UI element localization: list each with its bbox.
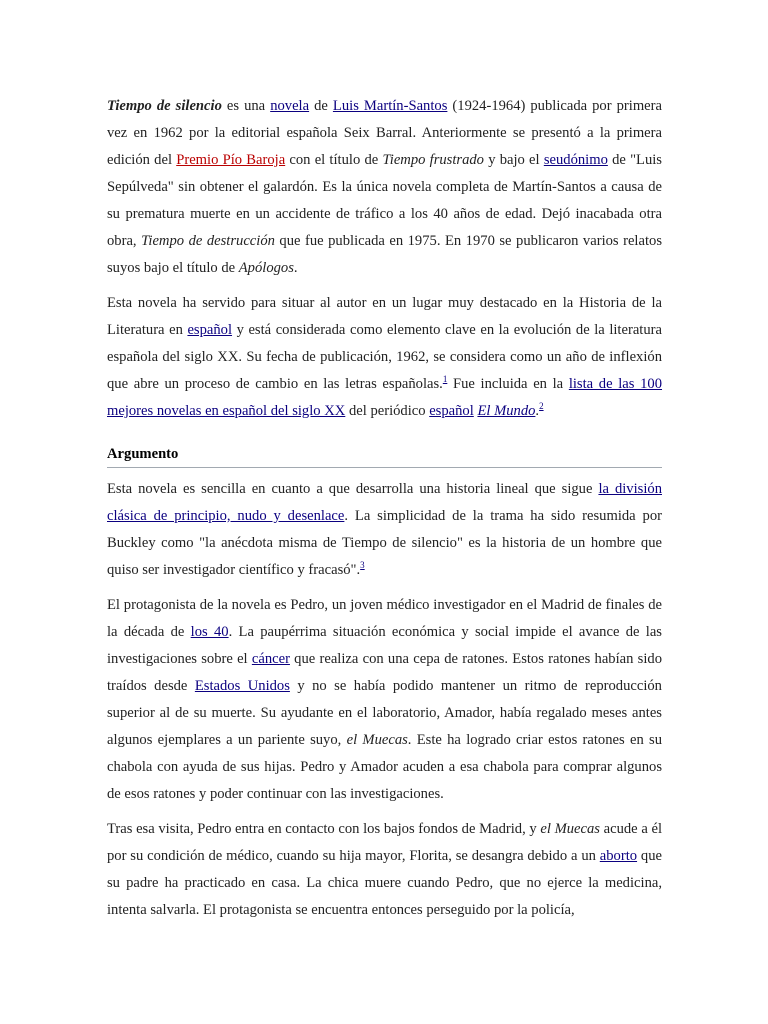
paragraph-intro [107, 93, 662, 282]
reference-3[interactable]: 3 [360, 560, 365, 571]
text: y no se había podido mantener un ritmo de reproducción superior al de su muerte. Su ayudante en el laboratorio, Amador, había regalado meses antes algunos ejemplares a un pariente suyo, [107, 678, 662, 748]
text: El protagonista de la novela es Pedro, un joven médico investigador en el Madrid de finales de la década de [107, 597, 662, 640]
link-division-clasica[interactable]: la división clásica de principio, nudo y desenlace [107, 481, 662, 524]
link-seudonimo[interactable]: seudónimo [543, 152, 608, 168]
text: . [293, 260, 298, 276]
link-lista-100-novelas[interactable]: lista de las 100 mejores novelas en español del siglo XX [107, 376, 663, 419]
article-body [107, 93, 662, 932]
text: con el título de [285, 152, 383, 168]
heading-divider [107, 467, 662, 468]
text: . La paupérrima situación económica y social impide el avance de las investigaciones sobre el [107, 624, 662, 667]
text: de [309, 98, 333, 114]
text: que su padre ha practicado en casa. La chica muere cuando Pedro, que no ejerce la medicina, intenta salvarla. El protagonista se encuentra entonces perseguido por la policía, [107, 848, 662, 918]
text: es una [221, 98, 271, 114]
text: del periódico [345, 403, 430, 419]
paragraph-argumento-3 [107, 816, 662, 924]
text: Fue incluida en la [447, 376, 569, 392]
link-espanol-2[interactable]: español [429, 403, 474, 419]
link-aborto[interactable]: aborto [599, 848, 638, 864]
paragraph-importance [107, 290, 662, 425]
reference-1[interactable]: 1 [442, 374, 448, 385]
text: Esta novela ha servido para situar al autor en un lugar muy destacado en la Historia de la Literatura en [107, 295, 662, 338]
text: . Este ha logrado criar estos ratones en su chabola con ayuda de sus hijas. Pedro y Amador acuden a esa chabola para comprar algunos de esos ratones y poder continuar con las investigaciones. [107, 732, 662, 802]
text: Tras esa visita, Pedro entra en contacto con los bajos fondos de Madrid, y [107, 821, 541, 837]
paragraph-argumento-2 [107, 592, 662, 808]
link-los-40[interactable]: los 40 [190, 624, 229, 640]
text: . La simplicidad de la trama ha sido resumida por Buckley como "la anécdota misma de Tiempo de silencio" es la historia de un hombre que quiso ser investigador científico y fracasó". [107, 508, 662, 578]
reference-2[interactable]: 2 [539, 401, 544, 412]
text: acude a él por su condición de médico, cuando su hija mayor, Florita, se desangra debido a un [107, 821, 662, 864]
link-cancer[interactable]: cáncer [251, 651, 290, 667]
text: que realiza con una cepa de ratones. Estos ratones habían sido traídos desde [107, 651, 663, 694]
text: . [535, 403, 540, 419]
novel-title: Tiempo de silencio [107, 98, 222, 114]
link-premio-pio-baroja[interactable]: Premio Pío Baroja [176, 152, 286, 168]
text: que fue publicada en 1975. En 1970 se publicaron varios relatos suyos bajo el título de [107, 233, 662, 276]
text: Esta novela es sencilla en cuanto a que desarrolla una historia lineal que sigue [107, 481, 599, 497]
link-espanol[interactable]: español [187, 322, 233, 338]
section-heading-argumento: Argumento [107, 446, 179, 462]
link-author[interactable]: Luis Martín-Santos [332, 98, 448, 114]
italic-name: el Muecas [346, 732, 408, 748]
text: (1924-1964) publicada por primera vez en 1962 por la editorial española Seix Barral. Anteriormente se presentó a la primera edición del [107, 98, 662, 168]
italic-title: Tiempo frustrado [382, 152, 484, 168]
text: y bajo el [483, 152, 544, 168]
link-el-mundo[interactable] [477, 403, 535, 419]
italic-title: El Mundo [477, 403, 536, 419]
text: de "Luis Sepúlveda" sin obtener el galardón. Es la única novela completa de Martín-Santos a causa de su prematura muerte en un accidente de tráfico a los 40 años de edad. Dejó inacabada otra obra, [107, 152, 662, 249]
link-estados-unidos[interactable]: Estados Unidos [194, 678, 290, 694]
link-novela[interactable]: novela [270, 98, 310, 114]
paragraph-argumento-1 [107, 476, 662, 584]
italic-title: Apólogos [238, 260, 294, 276]
text: y está considerada como elemento clave en la evolución de la literatura española del siglo XX. Su fecha de publicación, 1962, se considera como un año de inflexión que abre un proceso de cambio en las letras españolas. [107, 322, 662, 392]
italic-name: el Muecas [540, 821, 600, 837]
italic-title: Tiempo de destrucción [141, 233, 275, 249]
